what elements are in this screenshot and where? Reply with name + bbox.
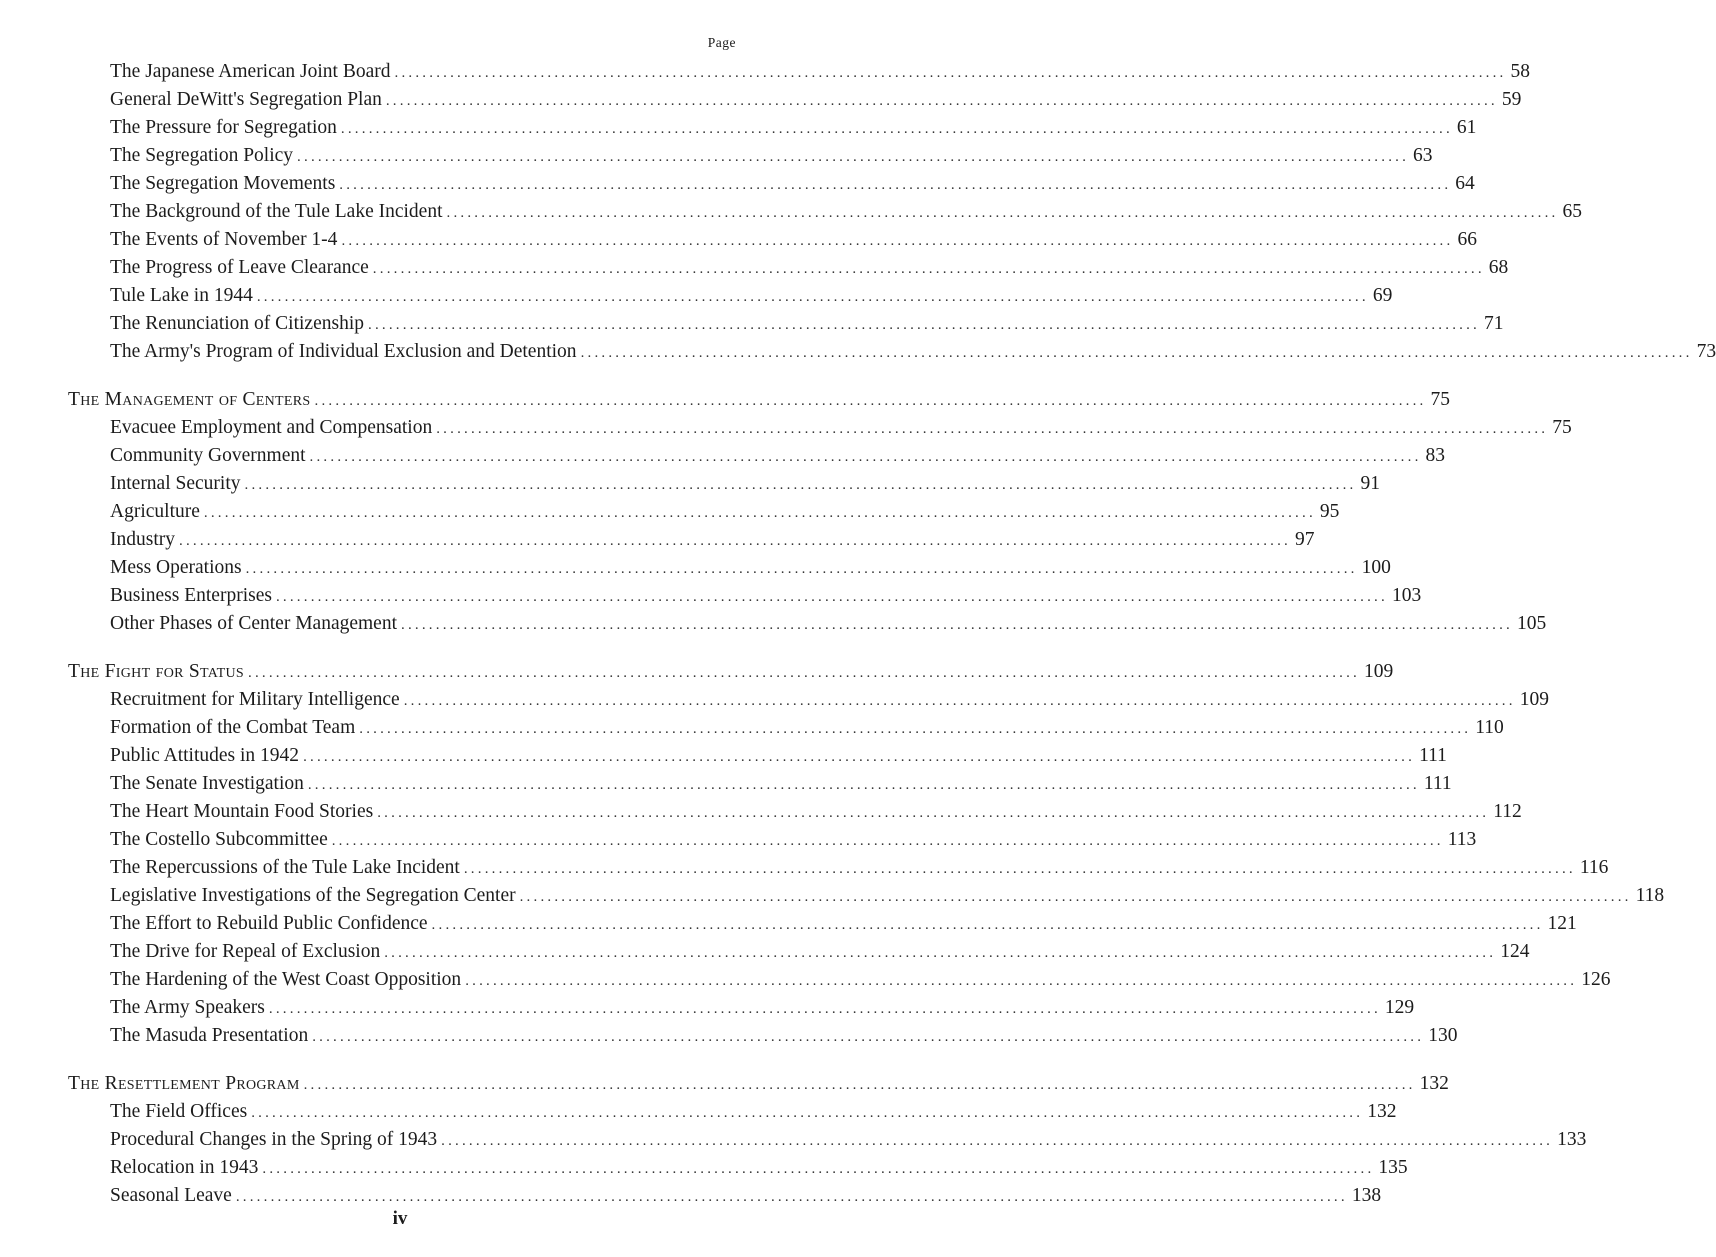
- entry-title: The Repercussions of the Tule Lake Incident: [110, 857, 460, 878]
- toc-entry: [0, 994, 1415, 1022]
- dot-leader: ................................................................................................................................................................: [446, 205, 1559, 221]
- section-page-number: 75: [1430, 389, 1450, 410]
- toc-entry: [0, 198, 1582, 226]
- dot-leader: ................................................................................................................................................................: [384, 945, 1497, 961]
- table-of-contents: [0, 58, 1716, 1210]
- entry-title: Community Government: [110, 445, 306, 466]
- dot-leader: ................................................................................................................................................................: [179, 533, 1291, 549]
- entry-title: The Army Speakers: [110, 997, 265, 1018]
- entry-page-number: 121: [1547, 913, 1577, 934]
- dot-leader: ................................................................................................................................................................: [245, 561, 1358, 577]
- entry-title: The Heart Mountain Food Stories: [110, 801, 374, 822]
- dot-leader: ................................................................................................................................................................: [262, 1161, 1375, 1177]
- toc-entry: [0, 582, 1422, 610]
- section-spacer: [0, 366, 800, 386]
- entry-title: General DeWitt's Segregation Plan: [110, 89, 382, 110]
- toc-entry: [0, 338, 1716, 366]
- dot-leader: ................................................................................................................................................................: [235, 1189, 1348, 1205]
- toc-entry: [0, 1182, 1382, 1210]
- dot-leader: ................................................................................................................................................................: [268, 1001, 1381, 1017]
- dot-leader: ................................................................................................................................................................: [244, 477, 1357, 493]
- entry-title: Relocation in 1943: [110, 1157, 259, 1178]
- dot-leader: ................................................................................................................................................................: [256, 289, 1369, 305]
- section-title: The Management of Centers: [68, 389, 311, 410]
- entry-page-number: 100: [1361, 557, 1391, 578]
- dot-leader: ................................................................................................................................................................: [331, 833, 1444, 849]
- toc-entry: [0, 58, 1530, 86]
- entry-title: The Effort to Rebuild Public Confidence: [110, 913, 428, 934]
- dot-leader: ................................................................................................................................................................: [377, 805, 1490, 821]
- entry-title: The Pressure for Segregation: [110, 117, 337, 138]
- toc-entry: [0, 226, 1477, 254]
- dot-leader: ................................................................................................................................................................: [441, 1133, 1554, 1149]
- toc-section-heading: [0, 1070, 1449, 1098]
- section-spacer: [0, 638, 800, 658]
- toc-entry: [0, 1126, 1587, 1154]
- entry-title: The Army's Program of Individual Exclusion and Detention: [110, 341, 577, 362]
- entry-page-number: 105: [1517, 613, 1547, 634]
- toc-entry: [0, 414, 1572, 442]
- entry-page-number: 138: [1351, 1185, 1382, 1206]
- dot-leader: ................................................................................................................................................................: [463, 861, 1576, 877]
- entry-page-number: 130: [1428, 1025, 1458, 1046]
- entry-title: The Segregation Policy: [110, 145, 294, 166]
- page-column-header: Page: [707, 35, 736, 50]
- entry-page-number: 69: [1372, 285, 1393, 306]
- entry-page-number: 118: [1635, 885, 1665, 906]
- entry-title: Internal Security: [110, 473, 241, 494]
- dot-leader: ................................................................................................................................................................: [519, 889, 1632, 905]
- dot-leader: ................................................................................................................................................................: [303, 749, 1416, 765]
- entry-page-number: 58: [1510, 61, 1530, 82]
- entry-page-number: 111: [1419, 745, 1447, 766]
- entry-page-number: 111: [1423, 773, 1452, 794]
- dot-leader: ................................................................................................................................................................: [403, 693, 1516, 709]
- entry-title: The Background of the Tule Lake Incident: [110, 201, 443, 222]
- entry-title: Evacuee Employment and Compensation: [110, 417, 433, 438]
- toc-entry: [0, 966, 1611, 994]
- dot-leader: ................................................................................................................................................................: [359, 721, 1472, 737]
- entry-page-number: 64: [1455, 173, 1475, 194]
- entry-title: Legislative Investigations of the Segregation Center: [110, 885, 516, 906]
- entry-title: Mess Operations: [110, 557, 242, 578]
- dot-leader: ................................................................................................................................................................: [394, 65, 1507, 81]
- entry-page-number: 73: [1696, 341, 1716, 362]
- entry-page-number: 66: [1457, 229, 1477, 250]
- entry-page-number: 95: [1319, 501, 1340, 522]
- entry-title: Tule Lake in 1944: [110, 285, 253, 306]
- entry-title: Other Phases of Center Management: [110, 613, 397, 634]
- entry-title: Formation of the Combat Team: [110, 717, 356, 738]
- entry-page-number: 112: [1493, 801, 1522, 822]
- toc-entry: [0, 470, 1380, 498]
- toc-entry: [0, 1098, 1397, 1126]
- entry-title: Agriculture: [110, 501, 200, 522]
- entry-title: The Segregation Movements: [110, 173, 336, 194]
- dot-leader: ................................................................................................................................................................: [314, 393, 1427, 409]
- entry-page-number: 103: [1391, 585, 1422, 606]
- entry-page-number: 97: [1295, 529, 1315, 550]
- entry-title: The Drive for Repeal of Exclusion: [110, 941, 381, 962]
- section-page-number: 109: [1364, 661, 1394, 682]
- entry-page-number: 135: [1378, 1157, 1408, 1178]
- dot-leader: ................................................................................................................................................................: [309, 449, 1422, 465]
- entry-page-number: 126: [1581, 969, 1611, 990]
- entry-page-number: 110: [1475, 717, 1504, 738]
- dot-leader: ................................................................................................................................................................: [431, 917, 1544, 933]
- entry-title: The Progress of Leave Clearance: [110, 257, 369, 278]
- dot-leader: ................................................................................................................................................................: [372, 261, 1485, 277]
- toc-entry: [0, 770, 1452, 798]
- dot-leader: ................................................................................................................................................................: [275, 589, 1388, 605]
- dot-leader: ................................................................................................................................................................: [340, 121, 1453, 137]
- toc-section-heading: [0, 386, 1450, 414]
- toc-entry: [0, 742, 1447, 770]
- page-number-folio: iv: [392, 1208, 408, 1229]
- entry-page-number: 116: [1579, 857, 1609, 878]
- entry-title: Business Enterprises: [110, 585, 272, 606]
- dot-leader: ................................................................................................................................................................: [385, 93, 1498, 109]
- entry-title: The Renunciation of Citizenship: [110, 313, 364, 334]
- entry-title: Seasonal Leave: [110, 1185, 232, 1206]
- entry-title: Industry: [110, 529, 175, 550]
- dot-leader: ................................................................................................................................................................: [465, 973, 1578, 989]
- toc-entry: [0, 1154, 1408, 1182]
- toc-entry: [0, 686, 1549, 714]
- dot-leader: ................................................................................................................................................................: [401, 617, 1513, 633]
- dot-leader: ................................................................................................................................................................: [368, 317, 1480, 333]
- dot-leader: ................................................................................................................................................................: [248, 665, 1360, 681]
- section-title: The Fight for Status: [68, 661, 244, 682]
- entry-page-number: 132: [1367, 1101, 1397, 1122]
- entry-page-number: 75: [1552, 417, 1572, 438]
- entry-title: The Hardening of the West Coast Opposition: [110, 969, 462, 990]
- section-title: The Resettlement Program: [68, 1073, 300, 1094]
- toc-section-heading: [0, 658, 1394, 686]
- entry-title: The Senate Investigation: [110, 773, 304, 794]
- dot-leader: ................................................................................................................................................................: [303, 1077, 1416, 1093]
- toc-entry: [0, 910, 1577, 938]
- dot-leader: ................................................................................................................................................................: [339, 177, 1452, 193]
- toc-entry: [0, 1022, 1458, 1050]
- toc-entry: [0, 714, 1504, 742]
- section-page-number: 132: [1419, 1073, 1449, 1094]
- entry-title: The Events of November 1-4: [110, 229, 338, 250]
- toc-entry: [0, 254, 1509, 282]
- entry-title: Public Attitudes in 1942: [110, 745, 300, 766]
- toc-entry: [0, 442, 1446, 470]
- entry-title: Procedural Changes in the Spring of 1943: [110, 1129, 438, 1150]
- section-spacer: [0, 1050, 800, 1070]
- entry-page-number: 68: [1488, 257, 1509, 278]
- entry-title: The Masuda Presentation: [110, 1025, 309, 1046]
- toc-entry: [0, 114, 1477, 142]
- toc-entry: [0, 526, 1315, 554]
- entry-page-number: 71: [1484, 313, 1504, 334]
- entry-page-number: 109: [1519, 689, 1549, 710]
- entry-page-number: 133: [1557, 1129, 1587, 1150]
- toc-entry: [0, 142, 1433, 170]
- toc-entry: [0, 310, 1504, 338]
- toc-entry: [0, 282, 1393, 310]
- entry-page-number: 59: [1501, 89, 1522, 110]
- entry-page-number: 65: [1562, 201, 1582, 222]
- dot-leader: ................................................................................................................................................................: [307, 777, 1420, 793]
- dot-leader: ................................................................................................................................................................: [312, 1029, 1425, 1045]
- entry-page-number: 61: [1456, 117, 1477, 138]
- toc-entry: [0, 854, 1609, 882]
- entry-page-number: 83: [1425, 445, 1446, 466]
- toc-entry: [0, 554, 1391, 582]
- toc-entry: [0, 610, 1547, 638]
- entry-page-number: 63: [1413, 145, 1433, 166]
- dot-leader: ................................................................................................................................................................: [251, 1105, 1364, 1121]
- entry-page-number: 91: [1360, 473, 1380, 494]
- entry-page-number: 113: [1447, 829, 1477, 850]
- toc-entry: [0, 170, 1475, 198]
- toc-entry: [0, 938, 1530, 966]
- entry-page-number: 129: [1384, 997, 1415, 1018]
- toc-entry: [0, 86, 1522, 114]
- dot-leader: ................................................................................................................................................................: [436, 421, 1549, 437]
- entry-page-number: 124: [1500, 941, 1530, 962]
- entry-title: The Costello Subcommittee: [110, 829, 328, 850]
- toc-entry: [0, 798, 1522, 826]
- entry-title: Recruitment for Military Intelligence: [110, 689, 400, 710]
- toc-entry: [0, 498, 1340, 526]
- entry-title: The Field Offices: [110, 1101, 248, 1122]
- dot-leader: ................................................................................................................................................................: [341, 233, 1454, 249]
- toc-entry: [0, 826, 1477, 854]
- entry-title: The Japanese American Joint Board: [110, 61, 391, 82]
- dot-leader: ................................................................................................................................................................: [297, 149, 1410, 165]
- dot-leader: ................................................................................................................................................................: [203, 505, 1316, 521]
- toc-entry: [0, 882, 1665, 910]
- dot-leader: ................................................................................................................................................................: [580, 345, 1693, 361]
